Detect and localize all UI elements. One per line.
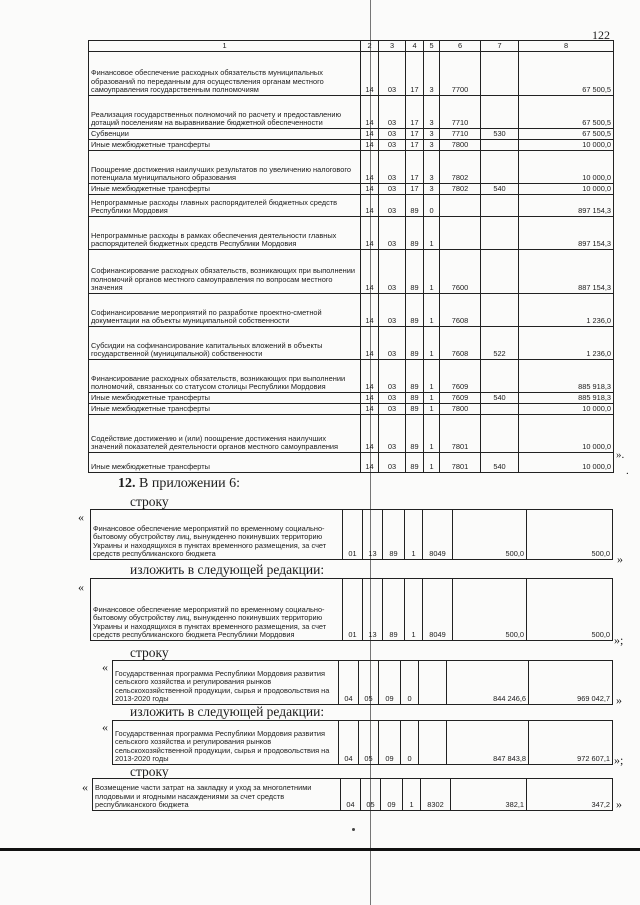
cell-c6: 7710 xyxy=(440,129,481,140)
cell-c5: 1 xyxy=(424,250,440,294)
cell-c3: 13 xyxy=(363,579,383,641)
cell-c8: 67 500,5 xyxy=(519,129,614,140)
cell-c4: 89 xyxy=(383,510,405,560)
cell-c6 xyxy=(440,217,481,250)
cell-c6 xyxy=(419,661,447,705)
cell-c7: 500,0 xyxy=(453,579,527,641)
cell-c4: 09 xyxy=(381,779,403,811)
cell-c4: 09 xyxy=(379,721,401,765)
cell-c7: 540 xyxy=(481,184,519,195)
section-title: В приложении 6: xyxy=(139,476,241,491)
row-name: Возмещение части затрат на закладку и уход за многолетними плодовыми и ягодными насаждениями за счет средств республиканского бюджета xyxy=(93,779,341,811)
cell-c3: 03 xyxy=(379,129,406,140)
cell-c3: 03 xyxy=(379,96,406,129)
row-name: Иные межбюджетные трансферты xyxy=(89,393,361,404)
cell-c7 xyxy=(481,151,519,184)
cell-c6: 7801 xyxy=(440,415,481,453)
cell-c3: 13 xyxy=(363,510,383,560)
cell-c5: 1 xyxy=(424,217,440,250)
main-table xyxy=(88,40,614,473)
phrase-replace: изложить в следующей редакции: xyxy=(130,562,325,577)
cell-c6: 7609 xyxy=(440,393,481,404)
cell-c7: 522 xyxy=(481,327,519,360)
table-row xyxy=(89,195,614,217)
cell-c2: 14 xyxy=(361,184,379,195)
open-quote: « xyxy=(78,580,84,594)
cell-c4: 89 xyxy=(406,415,424,453)
cell-c7: 382,1 xyxy=(451,779,527,811)
cell-c2: 14 xyxy=(361,140,379,151)
cell-c5: 3 xyxy=(424,140,440,151)
section-heading xyxy=(118,476,240,492)
cell-c7 xyxy=(481,415,519,453)
phrase-row: строку xyxy=(130,764,169,779)
cell-c7 xyxy=(481,250,519,294)
table-row xyxy=(89,327,614,360)
cell-c2: 04 xyxy=(339,721,359,765)
cell-c6 xyxy=(440,195,481,217)
cell-c7: 540 xyxy=(481,393,519,404)
cell-c8: 972 607,1 xyxy=(529,721,613,765)
row-name: Непрограммные расходы в рамках обеспечения деятельности главных распорядителей бюджетных средств Республики Мордовия xyxy=(89,217,361,250)
cell-c3: 05 xyxy=(359,661,379,705)
cell-c8: 10 000,0 xyxy=(519,184,614,195)
cell-c2: 14 xyxy=(361,129,379,140)
row-name: Софинансирование расходных обязательств, возникающих при выполнении полномочий органов местного самоуправления по вопросам местного значения xyxy=(89,250,361,294)
cell-c2: 04 xyxy=(339,661,359,705)
cell-c3: 03 xyxy=(379,184,406,195)
cell-c7 xyxy=(481,140,519,151)
cell-c8: 887 154,3 xyxy=(519,250,614,294)
cell-c5: 1 xyxy=(424,393,440,404)
bottom-rule xyxy=(0,848,640,851)
cell-c8: 10 000,0 xyxy=(519,415,614,453)
row-name: Финансовое обеспечение мероприятий по временному социально-бытовому обустройству лиц, вынужденно покинувших территорию Украины и находящихся в пунктах временного размещения, за счет средств республиканского бюджета xyxy=(91,510,343,560)
cell-c5: 3 xyxy=(424,184,440,195)
row-name: Иные межбюджетные трансферты xyxy=(89,140,361,151)
table-row xyxy=(89,250,614,294)
cell-c5: 1 xyxy=(405,579,423,641)
cell-c2: 14 xyxy=(361,393,379,404)
cell-c2: 14 xyxy=(361,294,379,327)
cell-c6: 7800 xyxy=(440,404,481,415)
cell-c4: 17 xyxy=(406,96,424,129)
cell-c2: 14 xyxy=(361,360,379,393)
cell-c6: 7800 xyxy=(440,140,481,151)
cell-c4: 89 xyxy=(406,360,424,393)
phrase-replace: изложить в следующей редакции: xyxy=(130,704,325,719)
cell-c4: 89 xyxy=(406,404,424,415)
cell-c3: 03 xyxy=(379,195,406,217)
cell-c3: 03 xyxy=(379,52,406,96)
cell-c7: 540 xyxy=(481,453,519,473)
cell-c3: 03 xyxy=(379,294,406,327)
cell-c4: 17 xyxy=(406,184,424,195)
cell-c8: 10 000,0 xyxy=(519,140,614,151)
cell-c3: 03 xyxy=(379,327,406,360)
cell-c5: 1 xyxy=(405,510,423,560)
cell-c3: 03 xyxy=(379,393,406,404)
close-quote: » xyxy=(616,797,622,811)
cell-c8: 10 000,0 xyxy=(519,453,614,473)
cell-c5: 0 xyxy=(401,721,419,765)
cell-c4: 09 xyxy=(379,661,401,705)
table-header-row xyxy=(89,41,614,52)
cell-c8: 897 154,3 xyxy=(519,217,614,250)
cell-c2: 14 xyxy=(361,52,379,96)
cell-c7 xyxy=(481,404,519,415)
section-number: 12. xyxy=(118,476,136,491)
phrase-row: строку xyxy=(130,494,169,509)
cell-c2: 14 xyxy=(361,404,379,415)
closing-period: . xyxy=(626,465,629,477)
cell-c6: 7600 xyxy=(440,250,481,294)
cell-c8: 347,2 xyxy=(527,779,613,811)
cell-c5: 3 xyxy=(424,96,440,129)
table-row xyxy=(89,52,614,96)
cell-c7 xyxy=(481,195,519,217)
cell-c6: 7801 xyxy=(440,453,481,473)
page-number: 122 xyxy=(592,28,610,42)
table-row xyxy=(89,129,614,140)
row-name: Иные межбюджетные трансферты xyxy=(89,184,361,195)
cell-c8: 885 918,3 xyxy=(519,360,614,393)
cell-c7 xyxy=(481,52,519,96)
header-cell: 8 xyxy=(519,41,614,52)
cell-c8: 67 500,5 xyxy=(519,52,614,96)
header-cell: 4 xyxy=(406,41,424,52)
cell-c4: 17 xyxy=(406,52,424,96)
amendment-table xyxy=(90,509,613,560)
cell-c2: 14 xyxy=(361,250,379,294)
cell-c4: 89 xyxy=(406,327,424,360)
amendment-table xyxy=(112,660,613,705)
open-quote: « xyxy=(82,780,88,794)
cell-c4: 17 xyxy=(406,129,424,140)
cell-c7: 847 843,8 xyxy=(447,721,529,765)
table-row xyxy=(89,217,614,250)
close-quote: » xyxy=(617,552,623,566)
cell-c3: 05 xyxy=(359,721,379,765)
table-row xyxy=(89,151,614,184)
cell-c8: 10 000,0 xyxy=(519,404,614,415)
cell-c6: 8049 xyxy=(423,579,453,641)
scan-speck xyxy=(352,828,355,831)
cell-c2: 01 xyxy=(343,510,363,560)
cell-c5: 3 xyxy=(424,52,440,96)
cell-c7 xyxy=(481,96,519,129)
row-name: Государственная программа Республики Мордовия развития сельского хозяйства и регулирования рынков сельскохозяйственной продукции, сырья и продовольствия на 2013-2020 годы xyxy=(113,661,339,705)
cell-c8: 1 236,0 xyxy=(519,327,614,360)
header-cell: 2 xyxy=(361,41,379,52)
cell-c3: 03 xyxy=(379,404,406,415)
amendment-table xyxy=(90,578,613,641)
cell-c2: 14 xyxy=(361,151,379,184)
cell-c2: 14 xyxy=(361,195,379,217)
cell-c7: 500,0 xyxy=(453,510,527,560)
cell-c6: 7802 xyxy=(440,184,481,195)
row-name: Реализация государственных полномочий по расчету и предоставлению дотаций поселениям на выравнивание бюджетной обеспеченности xyxy=(89,96,361,129)
cell-c4: 89 xyxy=(406,453,424,473)
row-name: Иные межбюджетные трансферты xyxy=(89,404,361,415)
cell-c5: 0 xyxy=(424,195,440,217)
cell-c2: 04 xyxy=(341,779,361,811)
cell-c2: 01 xyxy=(343,579,363,641)
close-quote-semicolon: »; xyxy=(614,633,624,647)
row-name: Финансовое обеспечение мероприятий по временному социально-бытовому обустройству лиц, вынужденно покинувших территорию Украины и находящихся в пунктах временного размещения, за счет средств республиканского бюджета Республики Мордовия xyxy=(91,579,343,641)
cell-c5: 1 xyxy=(424,415,440,453)
cell-c5: 1 xyxy=(424,327,440,360)
cell-c8: 1 236,0 xyxy=(519,294,614,327)
cell-c4: 89 xyxy=(406,393,424,404)
table-row xyxy=(113,661,613,705)
header-cell: 7 xyxy=(481,41,519,52)
cell-c6: 7802 xyxy=(440,151,481,184)
cell-c6: 7608 xyxy=(440,327,481,360)
cell-c4: 89 xyxy=(406,217,424,250)
cell-c2: 14 xyxy=(361,327,379,360)
cell-c5: 1 xyxy=(424,404,440,415)
row-name: Софинансирование мероприятий по разработке проектно-сметной документации на объекты муниципальной собственности xyxy=(89,294,361,327)
cell-c3: 03 xyxy=(379,360,406,393)
header-cell: 6 xyxy=(440,41,481,52)
row-name: Иные межбюджетные трансферты xyxy=(89,453,361,473)
table-row xyxy=(89,393,614,404)
cell-c2: 14 xyxy=(361,453,379,473)
cell-c4: 17 xyxy=(406,140,424,151)
cell-c8: 500,0 xyxy=(527,579,613,641)
cell-c7: 530 xyxy=(481,129,519,140)
open-quote: « xyxy=(78,510,84,524)
cell-c5: 1 xyxy=(403,779,421,811)
table-row xyxy=(89,184,614,195)
cell-c6: 7710 xyxy=(440,96,481,129)
cell-c5: 1 xyxy=(424,453,440,473)
header-cell: 3 xyxy=(379,41,406,52)
cell-c6: 8049 xyxy=(423,510,453,560)
amendment-table xyxy=(92,778,613,811)
cell-c3: 03 xyxy=(379,151,406,184)
header-cell: 1 xyxy=(89,41,361,52)
cell-c7 xyxy=(481,360,519,393)
cell-c2: 14 xyxy=(361,217,379,250)
cell-c4: 89 xyxy=(406,250,424,294)
cell-c4: 17 xyxy=(406,151,424,184)
cell-c3: 03 xyxy=(379,217,406,250)
cell-c8: 10 000,0 xyxy=(519,151,614,184)
cell-c3: 03 xyxy=(379,415,406,453)
row-name: Поощрение достижения наилучших результатов по увеличению налогового потенциала муниципального образования xyxy=(89,151,361,184)
cell-c2: 14 xyxy=(361,96,379,129)
cell-c8: 885 918,3 xyxy=(519,393,614,404)
table-row xyxy=(89,415,614,453)
table-row xyxy=(89,404,614,415)
cell-c6 xyxy=(419,721,447,765)
cell-c7 xyxy=(481,294,519,327)
cell-c6: 7608 xyxy=(440,294,481,327)
cell-c2: 14 xyxy=(361,415,379,453)
cell-c7 xyxy=(481,217,519,250)
row-name: Субвенции xyxy=(89,129,361,140)
cell-c3: 03 xyxy=(379,453,406,473)
table-row xyxy=(89,96,614,129)
cell-c8: 67 500,5 xyxy=(519,96,614,129)
table-row xyxy=(89,294,614,327)
cell-c5: 1 xyxy=(424,294,440,327)
cell-c5: 1 xyxy=(424,360,440,393)
closing-quote: ». xyxy=(616,449,625,461)
close-quote: » xyxy=(616,693,622,707)
cell-c3: 03 xyxy=(379,140,406,151)
table-row xyxy=(113,721,613,765)
table-row xyxy=(93,779,613,811)
table-row xyxy=(89,453,614,473)
cell-c8: 500,0 xyxy=(527,510,613,560)
cell-c8: 969 042,7 xyxy=(529,661,613,705)
cell-c5: 3 xyxy=(424,129,440,140)
cell-c5: 0 xyxy=(401,661,419,705)
open-quote: « xyxy=(102,720,108,734)
amendment-table xyxy=(112,720,613,765)
row-name: Государственная программа Республики Мордовия развития сельского хозяйства и регулирования рынков сельскохозяйственной продукции, сырья и продовольствия на 2013-2020 годы xyxy=(113,721,339,765)
cell-c4: 89 xyxy=(383,579,405,641)
cell-c8: 897 154,3 xyxy=(519,195,614,217)
cell-c6: 8302 xyxy=(421,779,451,811)
row-name: Финансовое обеспечение расходных обязательств муниципальных образований по переданным для осуществления органам местного самоуправления государственным полномочиям xyxy=(89,52,361,96)
row-name: Содействие достижению и (или) поощрение достижения наилучших значений показателей деятельности органов местного самоуправления xyxy=(89,415,361,453)
cell-c5: 3 xyxy=(424,151,440,184)
cell-c6: 7700 xyxy=(440,52,481,96)
row-name: Финансирование расходных обязательств, возникающих при выполнении полномочий, связанных со статусом столицы Республики Мордовия xyxy=(89,360,361,393)
cell-c3: 03 xyxy=(379,250,406,294)
cell-c4: 89 xyxy=(406,195,424,217)
table-row xyxy=(89,360,614,393)
cell-c6: 7609 xyxy=(440,360,481,393)
close-quote-semicolon: »; xyxy=(614,753,624,767)
phrase-row: строку xyxy=(130,645,169,660)
cell-c7: 844 246,6 xyxy=(447,661,529,705)
row-name: Субсидии на софинансирование капитальных вложений в объекты государственной (муниципальной) собственности xyxy=(89,327,361,360)
row-name: Непрограммные расходы главных распорядителей бюджетных средств Республики Мордовия xyxy=(89,195,361,217)
header-cell: 5 xyxy=(424,41,440,52)
open-quote: « xyxy=(102,660,108,674)
cell-c3: 05 xyxy=(361,779,381,811)
table-row xyxy=(91,510,613,560)
cell-c4: 89 xyxy=(406,294,424,327)
table-row xyxy=(89,140,614,151)
table-row xyxy=(91,579,613,641)
